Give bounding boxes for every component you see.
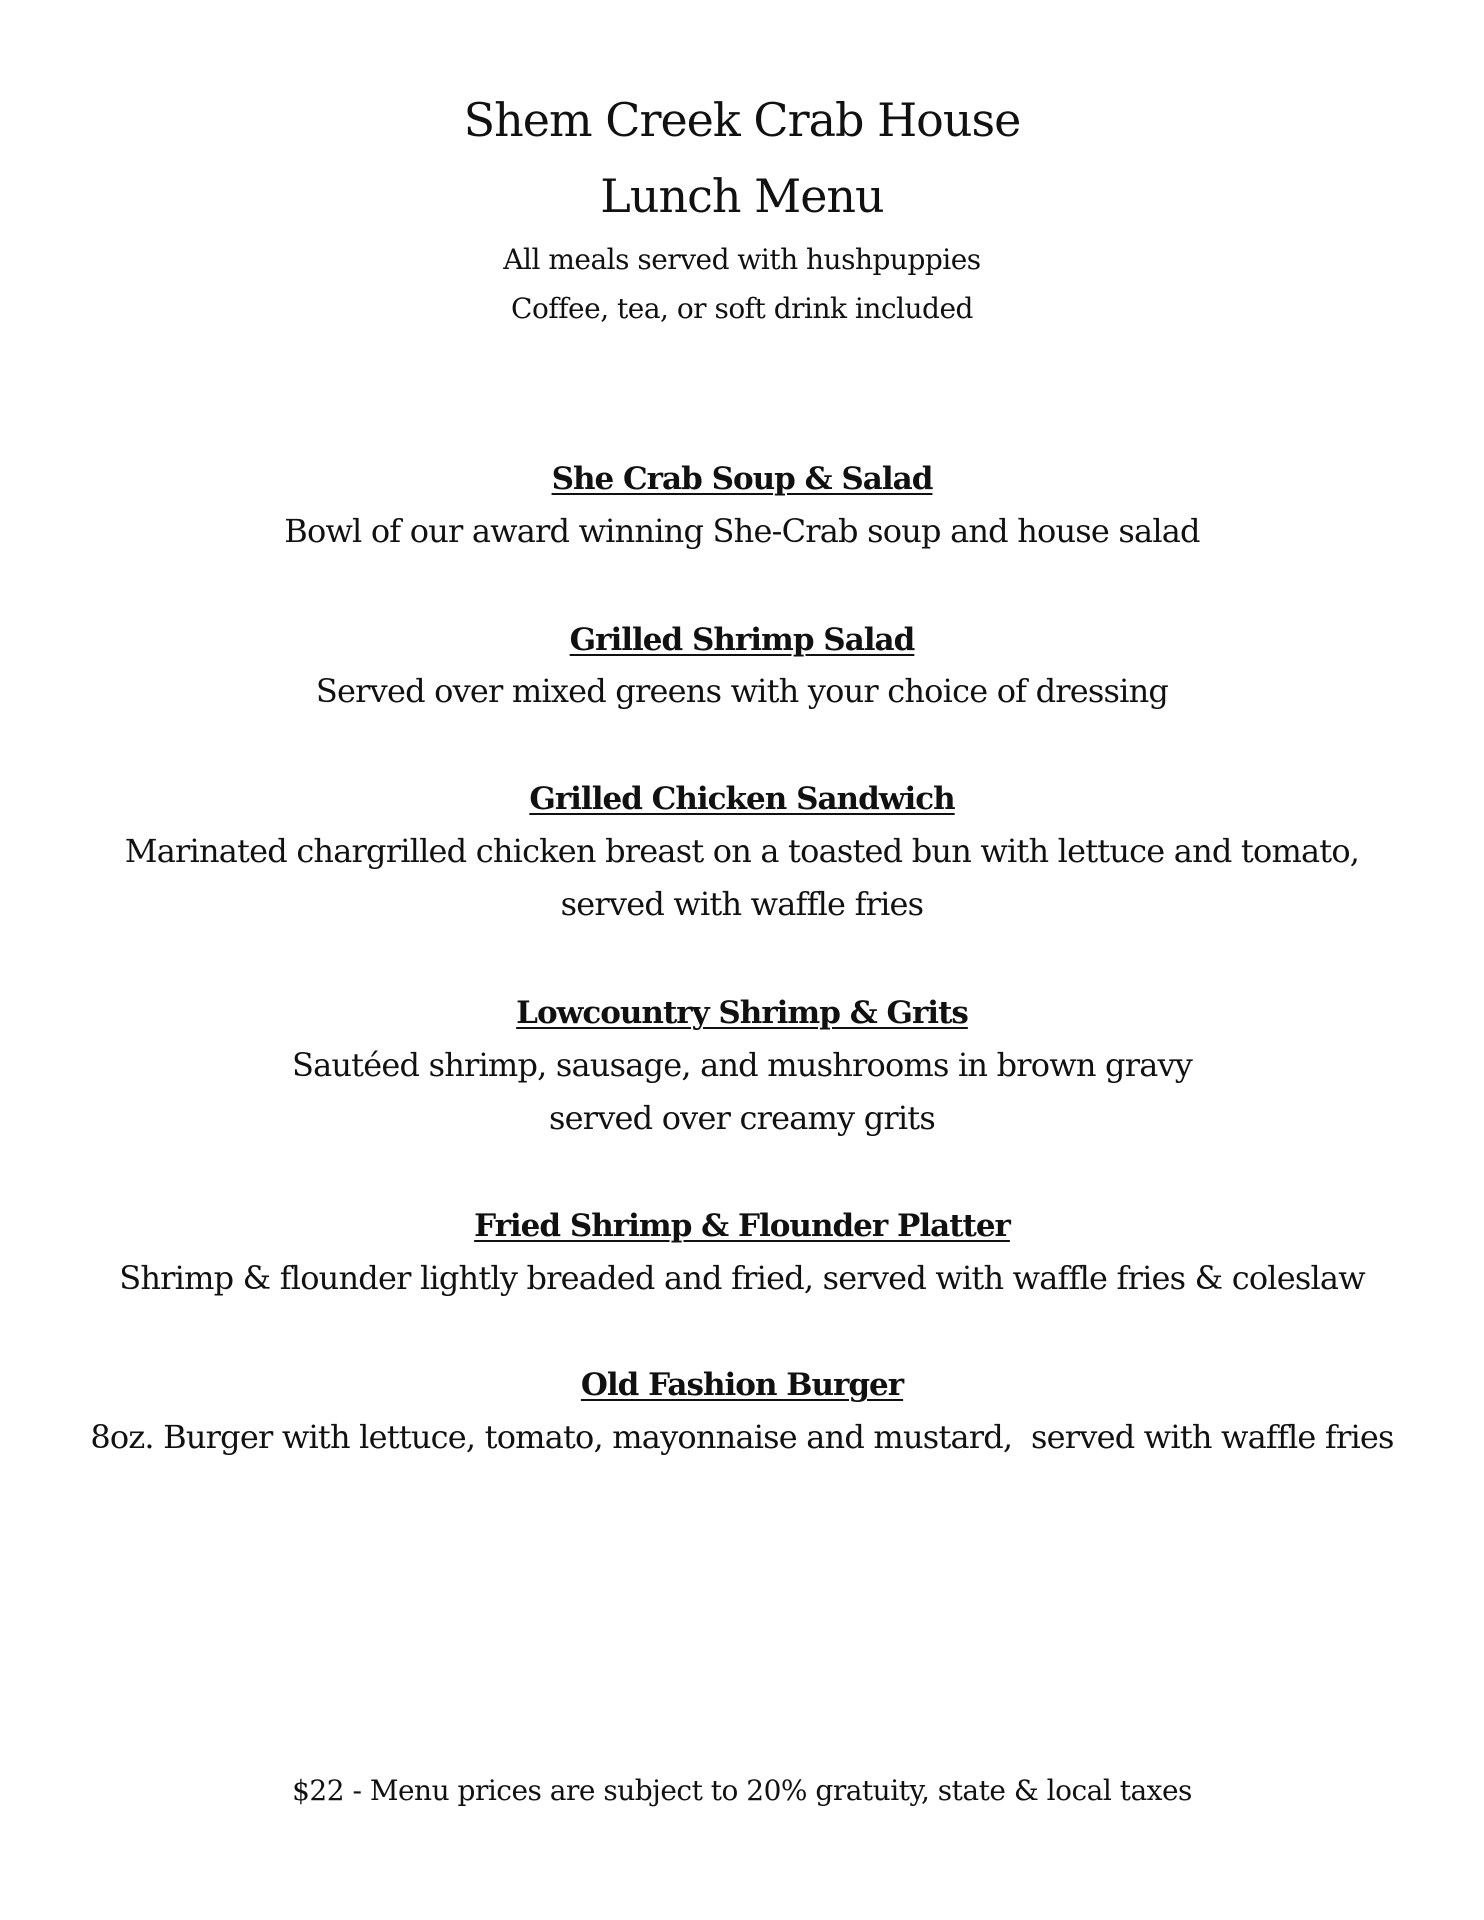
menu-note-drinks: Coffee, tea, or soft drink included xyxy=(511,292,973,325)
menu-item-description: Shrimp & flounder lightly breaded and fried, served with waffle fries & coleslaw xyxy=(119,1259,1365,1297)
menu-note-hushpuppies: All meals served with hushpuppies xyxy=(503,243,981,276)
menu-item-name: Fried Shrimp & Flounder Platter xyxy=(474,1208,1010,1244)
menu-item-description: Marinated chargrilled chicken breast on a toasted bun with lettuce and tomato, served with waffle fries xyxy=(124,832,1360,923)
pricing-footer: $22 - Menu prices are subject to 20% gratuity, state & local taxes xyxy=(292,1774,1192,1807)
menu-item-name: Old Fashion Burger xyxy=(580,1367,904,1403)
menu-title: Lunch Menu xyxy=(600,169,884,223)
menu-item-name: She Crab Soup & Salad xyxy=(551,461,933,497)
menu-item-description: Sautéed shrimp, sausage, and mushrooms in brown gravy served over creamy grits xyxy=(291,1046,1193,1137)
restaurant-name: Shem Creek Crab House xyxy=(463,93,1021,147)
menu-item-description: Bowl of our award winning She-Crab soup and house salad xyxy=(284,512,1200,550)
menu-item-name: Grilled Chicken Sandwich xyxy=(529,781,955,817)
menu-item-description: 8oz. Burger with lettuce, tomato, mayonnaise and mustard, served with waffle fries xyxy=(90,1418,1394,1456)
menu-item-name: Lowcountry Shrimp & Grits xyxy=(516,995,968,1031)
menu-item-name: Grilled Shrimp Salad xyxy=(569,622,915,658)
menu-item-description: Served over mixed greens with your choice of dressing xyxy=(315,672,1169,710)
